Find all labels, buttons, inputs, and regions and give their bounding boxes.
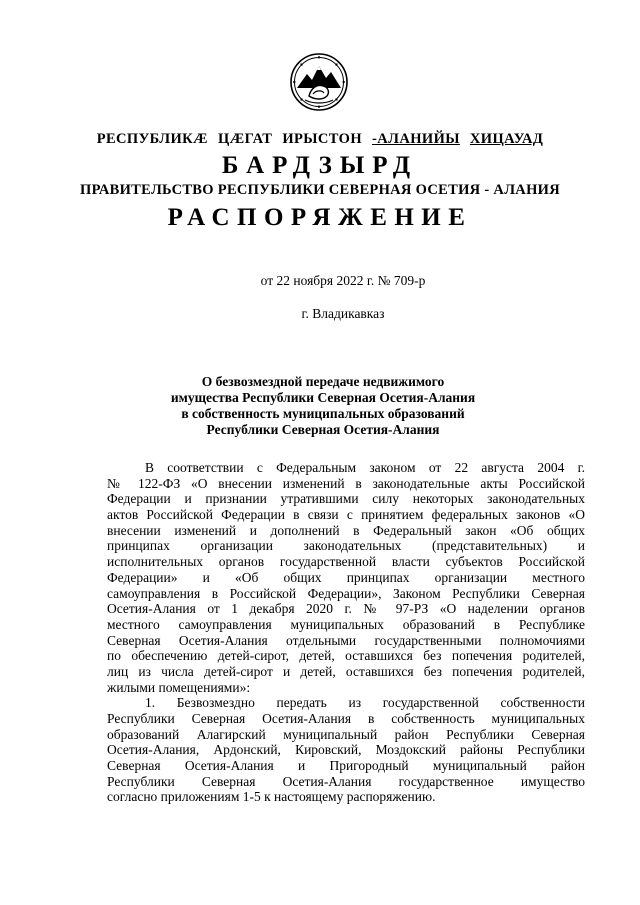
document-title-line: О безвозмездной передаче недвижимого — [201, 374, 445, 389]
document-body — [107, 460, 585, 805]
header-ossetian-word: ИРЫСТОН — [282, 131, 362, 147]
body-line: 1. Безвозмездно передать из государственной собственности — [145, 695, 585, 711]
header-ossetian-word: ЦÆГАТ — [217, 131, 273, 147]
body-line: исполнительных органов государственной власти субъектов Российской — [107, 554, 585, 570]
body-line: самоуправления в Российской Федерации», Законом Республики Северная — [107, 585, 585, 601]
document-title-line: в собственность муниципальных образований — [181, 406, 465, 421]
header-ossetian-word: РЕСПУБЛИКÆ — [96, 131, 208, 147]
body-line: Республики Северная Осетия-Алания государственное имущество — [107, 773, 585, 789]
header-doc-type: РАСПОРЯЖЕНИЕ — [167, 204, 473, 231]
header-ossetian — [0, 131, 640, 148]
body-line: по обеспечению детей-сирот, детей, оставшихся без попечения родителей, — [107, 648, 585, 664]
body-line: Республики Северная Осетия-Алания в собственность муниципальных — [107, 711, 585, 726]
document-title-line: имущества Республики Северная Осетия-Алания — [170, 390, 476, 405]
header-bardzyrd: БАРДЗЫРД — [221, 152, 419, 179]
body-line: лиц из числа детей-сирот и детей, оставшихся без попечения родителей, — [107, 663, 585, 679]
document-city: г. Владикавказ — [301, 306, 385, 321]
body-line: образований Алагирский муниципальный район Республики Северная — [107, 726, 585, 742]
body-line: Северная Осетия-Алания отдельными государственными полномочиями — [107, 632, 585, 648]
body-line: актов Российской Федерации в связи с принятием федеральных законов «О — [107, 507, 585, 523]
body-line: Северная Осетия-Алания и Пригородный муниципальный район — [107, 758, 585, 774]
body-line: № 122-ФЗ «О внесении изменений в законодательные акты Российской — [107, 475, 585, 491]
coat-of-arms-icon — [289, 52, 349, 112]
body-line: В соответствии с Федеральным законом от 22 августа 2004 г. — [145, 460, 585, 475]
body-line: Осетия-Алания от 1 декабря 2020 г. № 97-РЗ «О наделении органов — [107, 601, 585, 617]
header-ossetian-word: -АЛАНИЙЫ — [372, 131, 460, 147]
body-line: Федерации» и «Об общих принципах организации местного — [107, 569, 585, 585]
body-line: принципах организации законодательных (представительных) и — [107, 538, 585, 554]
body-line: жилыми помещениями»: — [107, 679, 251, 695]
body-line: Осетия-Алания, Ардонский, Кировский, Моздокский районы Республики — [107, 742, 585, 758]
document-title — [0, 374, 640, 438]
body-line: внесении изменений и дополнений в Федеральный закон «Об общих — [107, 522, 585, 538]
header-government: ПРАВИТЕЛЬСТВО РЕСПУБЛИКИ СЕВЕРНАЯ ОСЕТИЯ - АЛАНИЯ — [79, 182, 560, 198]
header-ossetian-word: ХИЦАУАД — [469, 131, 544, 147]
body-line: согласно приложениям 1-5 к настоящему распоряжению. — [107, 789, 436, 805]
body-line: местного самоуправления муниципальных образований в Республике — [107, 616, 585, 632]
body-line: Федерации и признании утратившими силу некоторых законодательных — [107, 491, 585, 507]
document-date-number: от 22 ноября 2022 г. № 709-р — [260, 273, 426, 288]
document-title-line: Республики Северная Осетия-Алания — [206, 422, 440, 437]
